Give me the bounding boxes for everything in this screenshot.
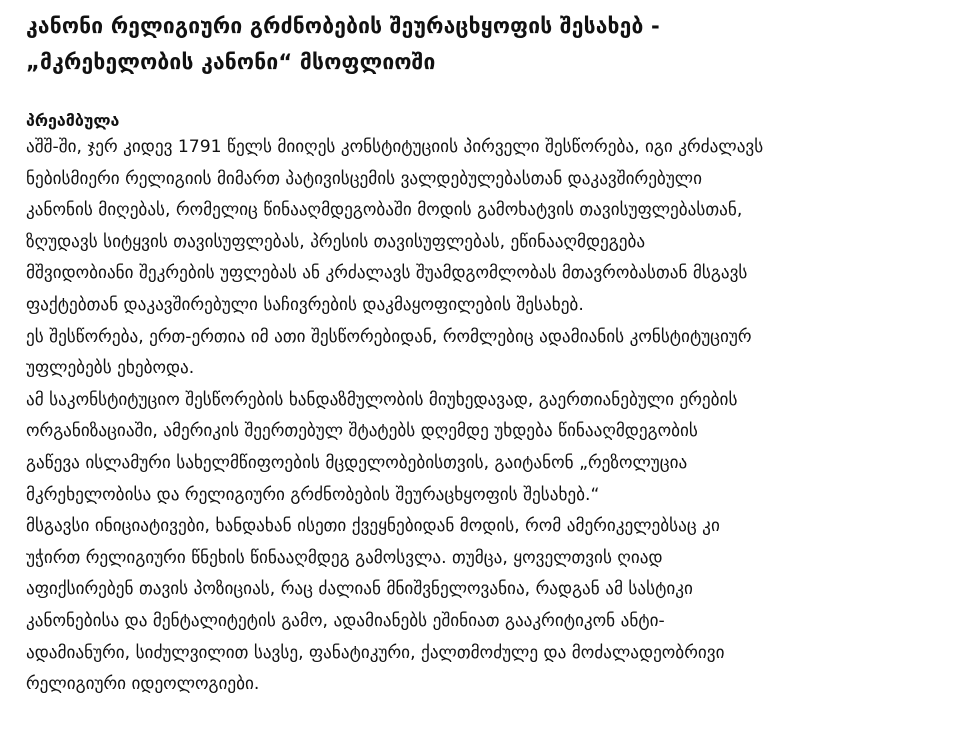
title-line: კანონი რელიგიური გრძნობების შეურაცხყოფის შესახებ - <box>26 14 660 38</box>
body-line: ადამიანური, სიძულვილით სავსე, ფანატიკური, ქალთმოძულე და მოძალადეობრივი <box>26 642 725 663</box>
document-page <box>26 8 956 701</box>
body-line: უჭირთ რელიგიური წნეხის წინააღმდეგ გამოსვლა. თუმცა, ყოველთვის ღიად <box>26 547 663 568</box>
body-line: ეს შესწორება, ერთ-ერთია იმ ათი შესწორებიდან, რომლებიც ადამიანის კონსტიტუციურ <box>26 326 752 347</box>
body-line: აფიქსირებენ თავის პოზიციას, რაც ძალიან მნიშვნელოვანია, რადგან ამ სასტიკი <box>26 579 693 600</box>
body-line: კანონის მიღებას, რომელიც წინააღმდეგობაში მოდის გამოხატვის თავისუფლებასთან, <box>26 200 743 221</box>
body-line: ნებისმიერი რელიგიის მიმართ პატივისცემის ვალდებულებასთან დაკავშირებული <box>26 168 703 189</box>
body-line: გაწევა ისლამური სახელმწიფოების მცდელობებისთვის, გაიტანონ „რეზოლუცია <box>26 452 688 473</box>
body-line: მკრეხელობისა და რელიგიური გრძნობების შეურაცხყოფის შესახებ.“ <box>26 484 600 505</box>
body-line: მშვიდობიანი შეკრების უფლებას ან კრძალავს შუამდგომლობას მთავრობასთან მსგავს <box>26 263 748 284</box>
body-line: ზღუდავს სიტყვის თავისუფლებას, პრესის თავისუფლებას, ეწინააღმდეგება <box>26 231 646 252</box>
body-line: რელიგიური იდეოლოგიები. <box>26 674 260 695</box>
body-line: ამ საკონსტიტუციო შესწორების ხანდაზმულობის მიუხედავად, გაერთიანებული ერების <box>26 389 738 410</box>
section-heading: პრეამბულა <box>26 111 120 130</box>
body-line: მსგავსი ინიციატივები, ხანდახან ისეთი ქვეყნებიდან მოდის, რომ ამერიკელებსაც კი <box>26 516 720 537</box>
document-title <box>26 8 956 80</box>
document-body <box>26 132 956 701</box>
title-line: „მკრეხელობის კანონი“ მსოფლიოში <box>26 50 436 74</box>
body-line: ფაქტებთან დაკავშირებული საჩივრების დაკმაყოფილების შესახებ. <box>26 294 584 315</box>
body-line: უფლებებს ეხებოდა. <box>26 358 195 379</box>
body-line: აშშ-ში, ჯერ კიდევ 1791 წელს მიიღეს კონსტიტუციის პირველი შესწორება, იგი კრძალავს <box>26 137 764 157</box>
body-line: კანონებისა და მენტალიტეტის გამო, ადამიანებს ეშინიათ გააკრიტიკონ ანტი- <box>26 610 665 631</box>
body-line: ორგანიზაციაში, ამერიკის შეერთებულ შტატებს დღემდე უხდება წინააღმდეგობის <box>26 421 698 442</box>
